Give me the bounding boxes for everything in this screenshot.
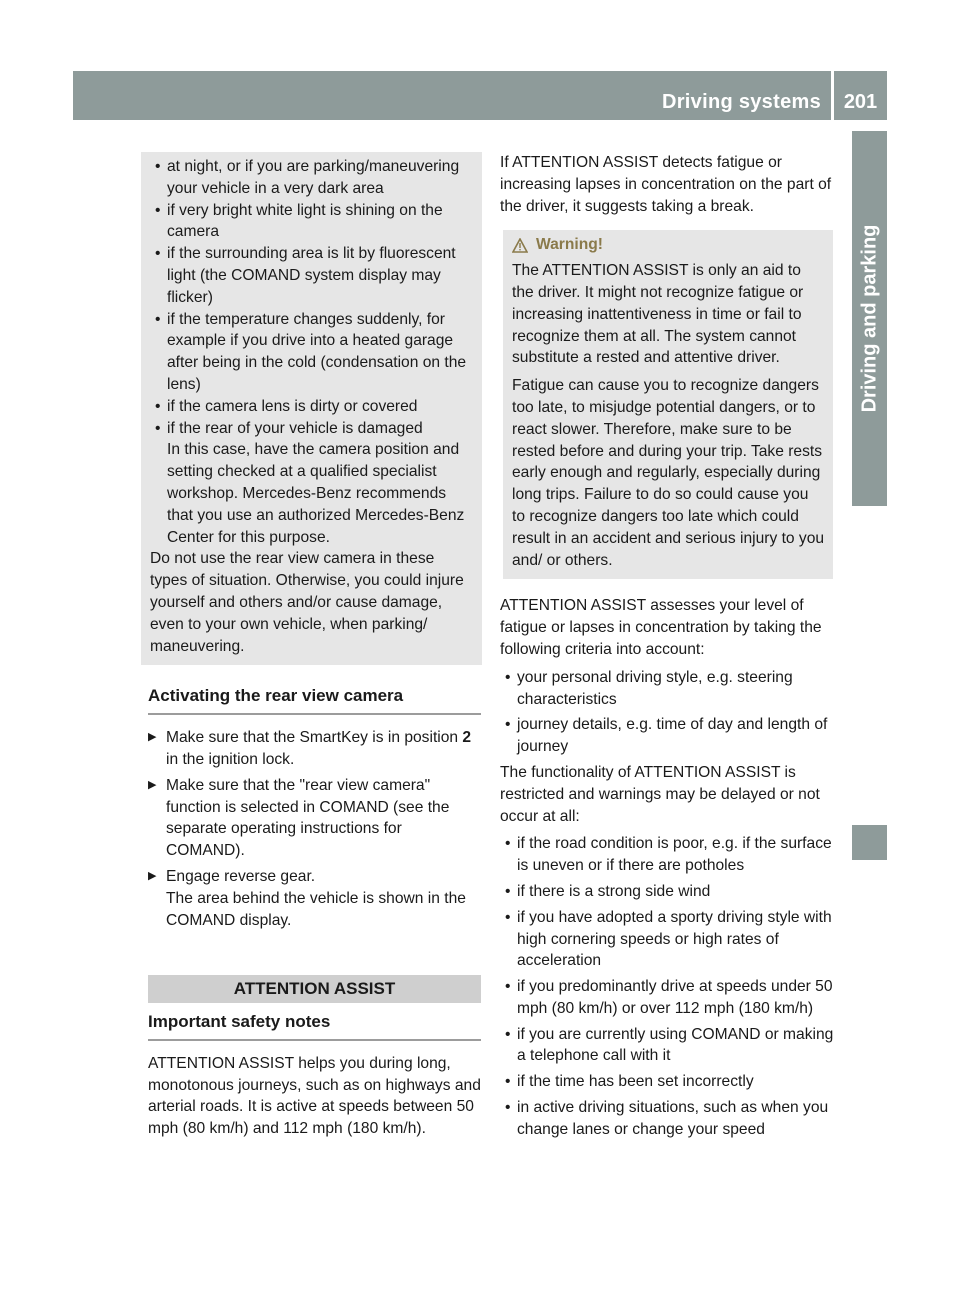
ignition-position: 2 <box>462 729 472 747</box>
list-item: • if you have adopted a sporty driving style with high cornering speeds or high rates of acceleration <box>500 907 836 972</box>
list-item: • if the road condition is poor, e.g. if the surface is uneven or if there are potholes <box>500 833 836 877</box>
right-column <box>500 152 836 1145</box>
list-item: • if the time has been set incorrectly <box>500 1071 836 1093</box>
step-item <box>148 866 481 931</box>
activating-heading: Activating the rear view camera <box>148 685 481 715</box>
left-column <box>148 152 481 1140</box>
section-title: Driving systems <box>661 91 821 113</box>
side-tab-label: Driving and parking <box>858 224 880 413</box>
step1-text-b: in the ignition lock. <box>166 750 295 768</box>
list-item: • if the temperature changes suddenly, for example if you drive into a heated garage after being in the cold (condensation on the lens) <box>150 309 474 396</box>
warning-paragraph: The ATTENTION ASSIST is only an aid to the driver. It might not recognize fatigue or increasing inattentiveness in time or fail to recognize them at all. The system cannot substitute a rested and attentive driver. <box>512 262 804 367</box>
assess-paragraph: ATTENTION ASSIST assesses your level of fatigue or lapses in concentration by taking the following criteria into account: <box>500 597 822 658</box>
attention-warning-box <box>503 230 833 579</box>
list-item: • if the surrounding area is lit by fluorescent light (the COMAND system display may flicker) <box>150 243 474 308</box>
warning-label: Warning! <box>536 236 603 254</box>
intro-paragraph: If ATTENTION ASSIST detects fatigue or increasing lapses in concentration on the part of the driver, it suggests taking a break. <box>500 154 832 215</box>
safety-paragraph: ATTENTION ASSIST helps you during long, monotonous journeys, such as on highways and arterial roads. It is active at speeds between 50 mph (80 km/h) and 112 mph (180 km/h). <box>148 1054 481 1138</box>
page-number: 201 <box>843 91 878 113</box>
list-item: • if you are currently using COMAND or making a telephone call with it <box>500 1024 836 1068</box>
header-bar <box>73 71 887 120</box>
list-item: • if the camera lens is dirty or covered <box>150 396 474 418</box>
list-item: • at night, or if you are parking/maneuvering your vehicle in a very dark area <box>150 156 474 200</box>
topic-bar: ATTENTION ASSIST <box>148 975 481 1003</box>
list-item: • if you predominantly drive at speeds under 50 mph (80 km/h) or over 112 mph (180 km/h) <box>500 976 836 1020</box>
list-item: • if the rear of your vehicle is damaged <box>150 418 474 440</box>
warning-triangle-icon <box>512 238 528 253</box>
list-item: • journey details, e.g. time of day and length of journey <box>500 714 836 758</box>
restrict-paragraph: The functionality of ATTENTION ASSIST is restricted and warnings may be delayed or not occur at all: <box>500 763 820 825</box>
list-item: • in active driving situations, such as when you change lanes or change your speed <box>500 1097 836 1141</box>
list-item: • if there is a strong side wind <box>500 881 836 903</box>
step3-text-b: The area behind the vehicle is shown in the COMAND display. <box>166 889 466 929</box>
box-closing-text: Do not use the rear view camera in these types of situation. Otherwise, you could injure yourself and others and/or cause damage, even to your own vehicle, when parking/ maneuvering. <box>150 550 464 655</box>
side-tab-label-wrap <box>852 131 887 506</box>
safety-heading: Important safety notes <box>148 1011 481 1041</box>
warning-header <box>512 234 825 256</box>
damage-continuation: In this case, have the camera position and setting checked at a qualified specialist workshop. Mercedes-Benz recommends that you use an authorized Mercedes-Benz Center for this purpose. <box>167 441 465 546</box>
list-item: • your personal driving style, e.g. steering characteristics <box>500 667 836 711</box>
step-item <box>148 727 481 771</box>
step3-text-a: Engage reverse gear. <box>166 867 316 885</box>
warning-paragraph: Fatigue can cause you to recognize dangers too late, to misjudge potential dangers, or to react slower. Therefore, make sure to be rested before and during your trip. Take rests early enough and regularly, especially during long trips. Failure to do so could cause you to recognize dangers too late which could result in an accident and serious injury to you and/ or others. <box>512 377 825 569</box>
step-item: ▶ Make sure that the "rear view camera" function is selected in COMAND (see the separate operating instructions for COMAND). <box>148 775 481 862</box>
step1-text-a: Make sure that the SmartKey is in position <box>166 729 463 747</box>
list-item: • if very bright white light is shining on the camera <box>150 200 474 244</box>
rear-camera-warning-box <box>141 152 482 665</box>
side-marker <box>852 825 887 860</box>
